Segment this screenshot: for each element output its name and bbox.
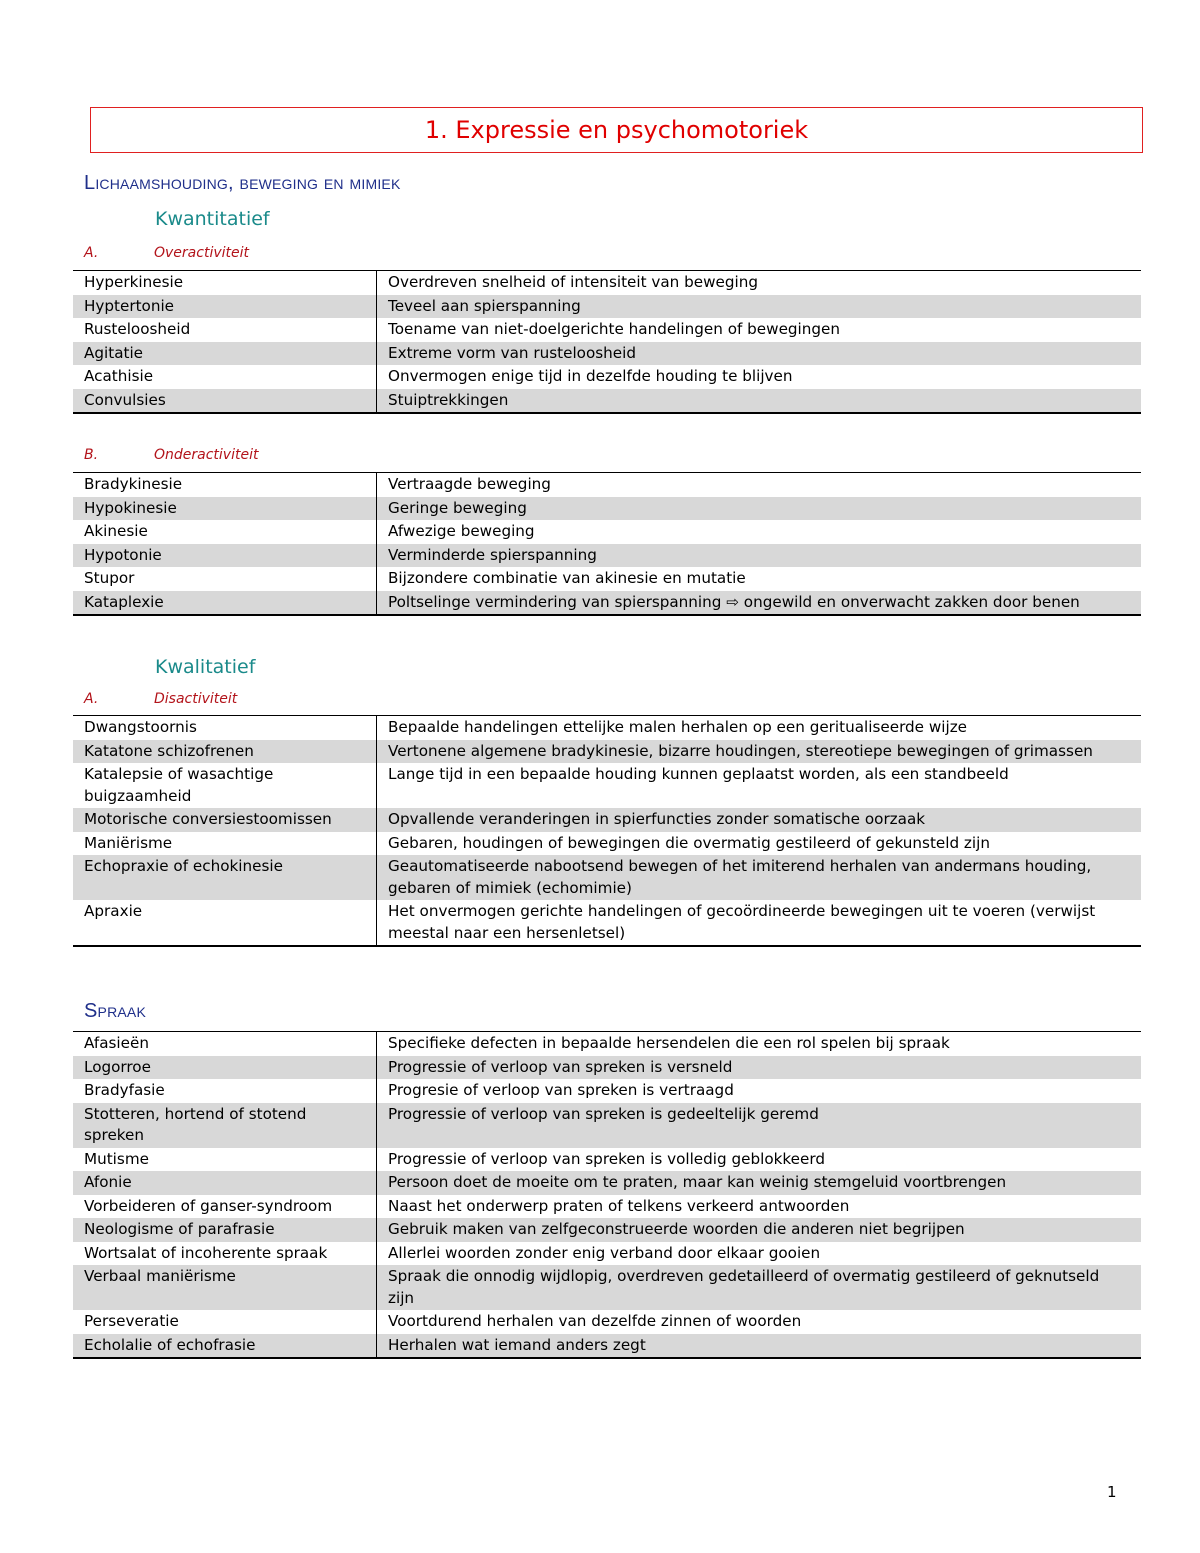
definition-cell: Onvermogen enige tijd in dezelfde houding te blijven [377,365,1142,389]
subheading-kwantitatief: Kwantitatief [155,208,270,230]
definition-cell: Vertonene algemene bradykinesie, bizarre houdingen, stereotiepe bewegingen of grimassen [377,740,1142,764]
table-row [73,716,1141,740]
page-title: 1. Expressie en psychomotoriek [424,116,809,144]
table-row [73,832,1141,856]
definition-cell: Overdreven snelheid of intensiteit van beweging [377,271,1142,295]
definition-cell: Progresie of verloop van spreken is vertraagd [377,1079,1142,1103]
table-overactiviteit [73,270,1141,414]
section-heading-lichaamshouding: Lichaamshouding, beweging en mimiek [84,172,401,194]
term-cell: Apraxie [73,900,377,946]
definition-cell: Vertraagde beweging [377,473,1142,497]
term-cell: Stupor [84,569,135,587]
table-row [73,295,1141,319]
subsection-label: Onderactiviteit [154,447,259,463]
term-cell: Akinesie [84,522,148,540]
definition-cell: Bepaalde handelingen ettelijke malen herhalen op een geritualiseerde wijze [377,716,1142,740]
term-cell: Convulsies [73,389,377,414]
definition-cell: Progressie of verloop van spreken is volledig geblokkeerd [377,1148,1142,1172]
subsection-label: Disactiviteit [154,691,238,707]
table-row [73,1103,1141,1148]
table-row [73,808,1141,832]
table-row [73,389,1141,414]
term-cell: Katatone schizofrenen [73,740,377,764]
term-cell: Vorbeideren of ganser-syndroom [84,1196,333,1215]
definition-cell: Gebruik maken van zelfgeconstrueerde woorden die anderen niet begrijpen [377,1218,1142,1242]
term-cell: Logorroe [73,1056,377,1080]
term-cell: Hyperkinesie [73,271,377,295]
term-cell: Echopraxie of echokinesie [73,855,377,900]
definition-cell: Gebaren, houdingen of bewegingen die overmatig gestileerd of gekunsteld zijn [377,832,1142,856]
subsection-overactiviteit [84,245,249,261]
definition-cell: Naast het onderwerp praten of telkens verkeerd antwoorden [377,1195,1142,1219]
definition-cell: Geringe beweging [377,497,1142,521]
title-box [90,107,1143,153]
term-cell: Dwangstoornis [73,716,377,740]
term-cell: Wortsalat of incoherente spraak [84,1243,328,1262]
table-row [73,1218,1141,1242]
table-row [73,365,1141,389]
definition-cell: Het onvermogen gerichte handelingen of gecoördineerde bewegingen uit te voeren (verwijst meestal naar een hersenletsel) [377,900,1142,946]
definition-cell: Geautomatiseerde nabootsend bewegen of het imiterend herhalen van andermans houding, gebaren of mimiek (echomimie) [377,855,1142,900]
definition-cell: Progressie of verloop van spreken is versneld [377,1056,1142,1080]
table-row [73,567,1141,591]
table-row [73,497,1141,521]
table-row [73,1265,1141,1310]
term-cell: Neologisme of parafrasie [73,1218,377,1242]
table-spraak [73,1031,1141,1359]
term-cell: Stotteren, hortend of stotend spreken [73,1103,377,1148]
term-cell: Afasieën [73,1032,377,1056]
definition-cell: Toename van niet-doelgerichte handelingen of bewegingen [377,318,1142,342]
term-cell: Bradyfasie [84,1081,165,1099]
term-cell: Verbaal maniërisme [73,1265,377,1310]
term-cell: Hypotonie [73,544,377,568]
table-row [73,271,1141,295]
table-row [73,1310,1141,1334]
definition-cell: Opvallende veranderingen in spierfuncties zonder somatische oorzaak [377,808,1142,832]
subsection-letter: B. [84,447,99,463]
term-cell: Rusteloosheid [84,320,191,338]
table-row [73,740,1141,764]
definition-cell: Stuiptrekkingen [377,389,1142,414]
subheading-kwalitatief: Kwalitatief [155,656,256,678]
table-row [73,855,1141,900]
table-row [73,1334,1141,1359]
definition-cell: Voortdurend herhalen van dezelfde zinnen of woorden [377,1310,1142,1334]
subsection-letter: A. [84,691,99,707]
table-row [73,763,1141,808]
term-cell: Hypokinesie [73,497,377,521]
term-cell: Afonie [73,1171,377,1195]
definition-cell: Spraak die onnodig wijdlopig, overdreven gedetailleerd of overmatig gestileerd of geknutseld zijn [377,1265,1142,1310]
subsection-disactiviteit [84,691,237,707]
term-cell: Maniërisme [84,833,173,852]
definition-cell: Verminderde spierspanning [377,544,1142,568]
term-cell: Hyptertonie [73,295,377,319]
table-disactiviteit [73,715,1141,947]
term-cell: Echolalie of echofrasie [73,1334,377,1359]
table-row [73,544,1141,568]
table-row [73,591,1141,616]
term-cell: Bradykinesie [73,473,377,497]
table-row [73,1079,1141,1103]
term-cell: Motorische conversiestoomissen [73,808,377,832]
term-cell: Katalepsie of wasachtige buigzaamheid [84,765,274,805]
definition-cell: Teveel aan spierspanning [377,295,1142,319]
table-row [73,1148,1141,1172]
definition-cell: Bijzondere combinatie van akinesie en mutatie [377,567,1142,591]
definition-cell: Lange tijd in een bepaalde houding kunnen geplaatst worden, als een standbeeld [377,763,1142,808]
term-cell: Perseveratie [84,1312,179,1330]
table-row [73,1056,1141,1080]
table-row [73,318,1141,342]
term-cell: Mutisme [84,1149,149,1168]
definition-cell: Afwezige beweging [377,520,1142,544]
subsection-label: Overactiviteit [154,245,249,261]
subsection-letter: A. [84,245,99,261]
term-cell: Kataplexie [73,591,377,616]
definition-cell: Extreme vorm van rusteloosheid [377,342,1142,366]
table-row [73,473,1141,497]
subsection-onderactiviteit [84,447,258,463]
definition-cell: Allerlei woorden zonder enig verband door elkaar gooien [377,1242,1142,1266]
definition-cell: Progressie of verloop van spreken is gedeeltelijk geremd [377,1103,1142,1148]
definition-cell: Herhalen wat iemand anders zegt [377,1334,1142,1359]
table-row [73,1195,1141,1219]
table-row [73,520,1141,544]
definition-cell: Poltselinge vermindering van spierspanning ⇨ ongewild en onverwacht zakken door benen [377,591,1142,616]
definition-cell: Persoon doet de moeite om te praten, maar kan weinig stemgeluid voortbrengen [377,1171,1142,1195]
table-row [73,342,1141,366]
table-onderactiviteit [73,472,1141,616]
table-row [73,1032,1141,1056]
page-number: 1 [1107,1483,1117,1501]
term-cell: Agitatie [73,342,377,366]
table-row [73,1171,1141,1195]
term-cell: Acathisie [84,367,154,385]
table-row [73,1242,1141,1266]
section-heading-spraak: Spraak [84,1000,147,1022]
definition-cell: Specifieke defecten in bepaalde hersendelen die een rol spelen bij spraak [377,1032,1142,1056]
table-row [73,900,1141,946]
